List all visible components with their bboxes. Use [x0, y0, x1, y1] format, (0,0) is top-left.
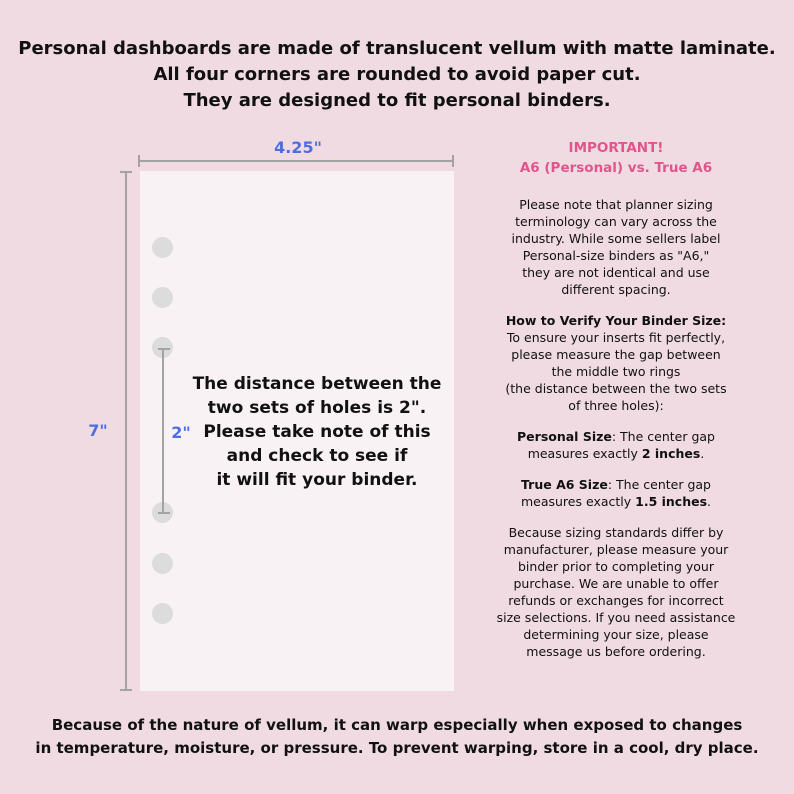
true-a6-value: 1.5 inches: [635, 494, 708, 509]
verify-heading: How to Verify Your Binder Size:: [505, 313, 727, 328]
personal-size-text: measures exactly: [527, 446, 642, 461]
binder-hole: [152, 287, 173, 308]
true-a6-text: measures exactly: [520, 494, 636, 509]
note-line: two sets of holes is 2".: [207, 398, 427, 418]
true-a6-label: True A6 Size: [521, 477, 608, 492]
personal-size-value: 2 inches: [641, 446, 701, 461]
hole-gap-label: 2": [171, 423, 191, 442]
hole-distance-note: [182, 372, 452, 492]
binder-hole: [152, 553, 173, 574]
intro-paragraph: [478, 196, 754, 298]
closing-line: purchase. We are unable to offer: [513, 576, 719, 591]
closing-line: refunds or exchanges for incorrect: [508, 593, 724, 608]
sizing-info-panel: [478, 138, 754, 660]
closing-line: manufacturer, please measure your: [503, 542, 729, 557]
important-title: IMPORTANT!: [568, 140, 664, 156]
closing-line: Because sizing standards differ by: [508, 525, 724, 540]
verify-line: To ensure your inserts fit perfectly,: [506, 330, 726, 345]
width-dimension-line: [138, 151, 454, 171]
height-dimension-label: 7": [88, 421, 108, 440]
intro-line: different spacing.: [561, 282, 671, 297]
note-line: Please take note of this: [203, 422, 431, 442]
intro-line: they are not identical and use: [522, 265, 710, 280]
header-line: They are designed to fit personal binders.: [183, 90, 611, 111]
true-a6-paragraph: [478, 476, 754, 510]
binder-hole: [152, 603, 173, 624]
intro-line: industry. While some sellers label: [511, 231, 721, 246]
important-subtitle: A6 (Personal) vs. True A6: [519, 160, 713, 176]
header-text: [0, 36, 794, 114]
binder-hole: [152, 237, 173, 258]
verify-line: of three holes):: [568, 398, 664, 413]
personal-size-text: : The center gap: [611, 429, 715, 444]
note-line: and check to see if: [226, 446, 408, 466]
footer-line: in temperature, moisture, or pressure. To prevent warping, store in a cool, dry place.: [35, 739, 759, 757]
header-line: Personal dashboards are made of translucent vellum with matte laminate.: [18, 38, 776, 59]
footer-text: [0, 714, 794, 760]
header-line: All four corners are rounded to avoid paper cut.: [153, 64, 641, 85]
true-a6-text: : The center gap: [607, 477, 711, 492]
closing-line: message us before ordering.: [526, 644, 706, 659]
true-a6-text: .: [707, 494, 712, 509]
personal-size-label: Personal Size: [517, 429, 612, 444]
verify-line: please measure the gap between: [511, 347, 721, 362]
closing-line: size selections. If you need assistance: [496, 610, 736, 625]
closing-line: binder prior to completing your: [517, 559, 714, 574]
intro-line: Personal-size binders as "A6,": [522, 248, 710, 263]
intro-line: Please note that planner sizing: [519, 197, 713, 212]
footer-line: Because of the nature of vellum, it can warp especially when exposed to changes: [51, 716, 743, 734]
verify-line: the middle two rings: [551, 364, 681, 379]
personal-size-paragraph: [478, 428, 754, 462]
height-dimension-line: [118, 171, 134, 691]
closing-paragraph: [478, 524, 754, 660]
personal-size-text: .: [700, 446, 705, 461]
verify-paragraph: [478, 312, 754, 414]
note-line: The distance between the: [192, 374, 442, 394]
closing-line: determining your size, please: [523, 627, 709, 642]
verify-line: (the distance between the two sets: [505, 381, 727, 396]
note-line: it will fit your binder.: [216, 470, 418, 490]
width-dimension-label: 4.25": [274, 138, 322, 157]
intro-line: terminology can vary across the: [515, 214, 717, 229]
